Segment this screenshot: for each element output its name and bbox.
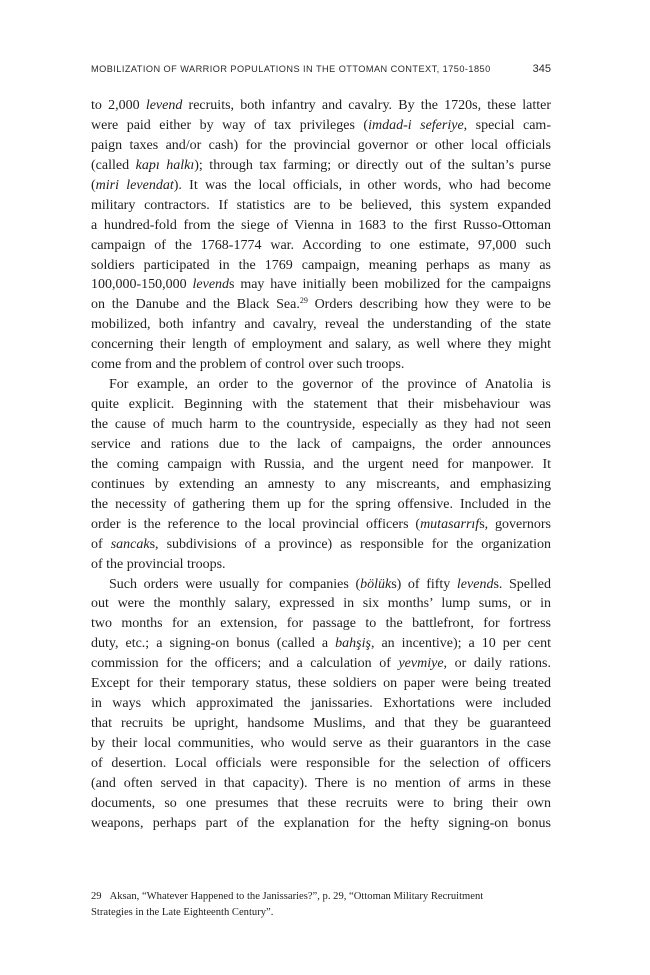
- text-line: a hundred-fold from the siege of Vienna in 1683 to the first Russo-Ottoman: [91, 217, 551, 233]
- footnote-text-line: Strategies in the Late Eighteenth Century”.: [91, 907, 274, 918]
- text-line: duty, etc.; a signing-on bonus (called a bahşiş, an incentive); a 10 per cent: [91, 636, 552, 652]
- body-text: [91, 96, 551, 834]
- running-header-title: MOBILIZATION OF WARRIOR POPULATIONS IN THE OTTOMAN CONTEXT, 1750-1850: [91, 64, 491, 74]
- text-line: paign taxes and/or cash) for the provincial governor or other local officials: [91, 137, 551, 153]
- text-line: 100,000-150,000 levends may have initially been mobilized for the campaigns: [91, 277, 551, 293]
- italic-term: mutasarrıf: [420, 516, 480, 532]
- paragraph-3: [91, 575, 551, 834]
- text-line: For example, an order to the governor of the province of Anatolia is: [109, 377, 551, 393]
- text-line: concerning their length of employment and salary, as well where they might: [91, 337, 551, 353]
- text-line: in ways which approximated the janissaries. Exhortations were included: [91, 696, 551, 712]
- footnotes: [91, 889, 551, 921]
- paragraph-1: [91, 96, 551, 375]
- text-line: by their local communities, who would serve as their guarantors in the case: [91, 736, 551, 751]
- italic-term: levend: [145, 98, 183, 113]
- text-line: soldiers participated in the 1769 campaign, meaning perhaps as many as: [91, 257, 551, 273]
- paragraph-2: [91, 375, 551, 574]
- text-line: were paid either by way of tax privileges (imdad-i seferiye, special cam-: [91, 117, 551, 133]
- text-line: out were the monthly salary, expressed in six months’ lump sums, or in: [91, 596, 551, 612]
- footnote-text-line: Aksan, “Whatever Happened to the Janissaries?”, p. 29, “Ottoman Military Recruitment: [109, 891, 484, 902]
- text-line: (miri levendat). It was the local officials, in other words, who had become: [91, 177, 551, 193]
- italic-term: miri levendat: [95, 177, 174, 193]
- italic-term: kapı halkı: [135, 157, 195, 173]
- italic-term: sancak: [110, 536, 150, 552]
- footnote-29: [91, 889, 551, 921]
- footnote-number: 29: [91, 891, 102, 902]
- italic-term: bahşiş: [335, 636, 371, 652]
- page-number: 345: [532, 63, 551, 75]
- text-line-with-footnote-ref: on the Danube and the Black Sea.$^{29}$ Orders describing how they were to be: [91, 296, 552, 313]
- text-line: of desertion. Local officials were responsible for the selection of officers: [91, 755, 551, 771]
- italic-term: bölük: [360, 576, 392, 592]
- text-line: documents, so one presumes that these recruits were to bring their own: [91, 795, 551, 811]
- text-line: order is the reference to the local provincial officers (mutasarrıfs, governors: [91, 516, 552, 532]
- italic-term: imdad-i seferiye: [368, 117, 464, 133]
- text-line: (called kapı halkı); through tax farming; or directly out of the sultan’s purse: [91, 157, 551, 173]
- text-line: military contractors. If statistics are to be believed, this system expanded: [91, 197, 551, 213]
- text-line: Such orders were usually for companies (bölüks) of fifty levends. Spelled: [109, 576, 551, 592]
- text-line: that recruits be upright, handsome Muslims, and that they be guaranteed: [91, 716, 551, 732]
- text-line: of sancaks, subdivisions of a province) as responsible for the organization: [91, 536, 551, 552]
- text-line: come from and the problem of control over such troops.: [91, 357, 405, 373]
- text-line: campaign of the 1768-1774 war. According to one estimate, 97,000 such: [91, 237, 551, 253]
- text-line: the coming campaign with Russia, and the urgent need for manpower. It: [91, 456, 551, 472]
- italic-term: levend: [456, 576, 494, 592]
- text-line: weapons, perhaps part of the explanation for the hefty signing-on bonus: [91, 815, 551, 831]
- text-line: the necessity of gathering them up for the spring offensive. Included in the: [91, 496, 551, 512]
- text-line: quite explicit. Beginning with the statement that their misbehaviour was: [91, 397, 551, 413]
- text-line: mobilized, both infantry and cavalry, reveal the understanding of the state: [91, 317, 551, 333]
- text-line: to 2,000 levend recruits, both infantry and cavalry. By the 1720s, these latter: [91, 98, 551, 113]
- italic-term: levend: [192, 277, 230, 293]
- text-line: two months for an extension, for passage to the battlefront, for fortress: [91, 616, 551, 632]
- text-line: Except for their temporary status, these soldiers on paper were being treated: [91, 676, 551, 692]
- text-line: commission for the officers; and a calculation of yevmiye, or daily rations.: [91, 656, 551, 672]
- text-line: (and often served in that capacity). There is no mention of arms in these: [91, 775, 551, 791]
- text-line: continues by extending an amnesty to any miscreants, and emphasizing: [91, 476, 551, 492]
- text-line: service and rations due to the lack of campaigns, the order announces: [91, 436, 551, 452]
- running-header: [91, 64, 551, 80]
- text-line: of the provincial troops.: [91, 556, 226, 572]
- italic-term: yevmiye: [398, 656, 444, 672]
- footnote-ref-29[interactable]: 29: [299, 296, 308, 306]
- text-line: the cause of much harm to the countryside, especially as they had not seen: [91, 417, 551, 432]
